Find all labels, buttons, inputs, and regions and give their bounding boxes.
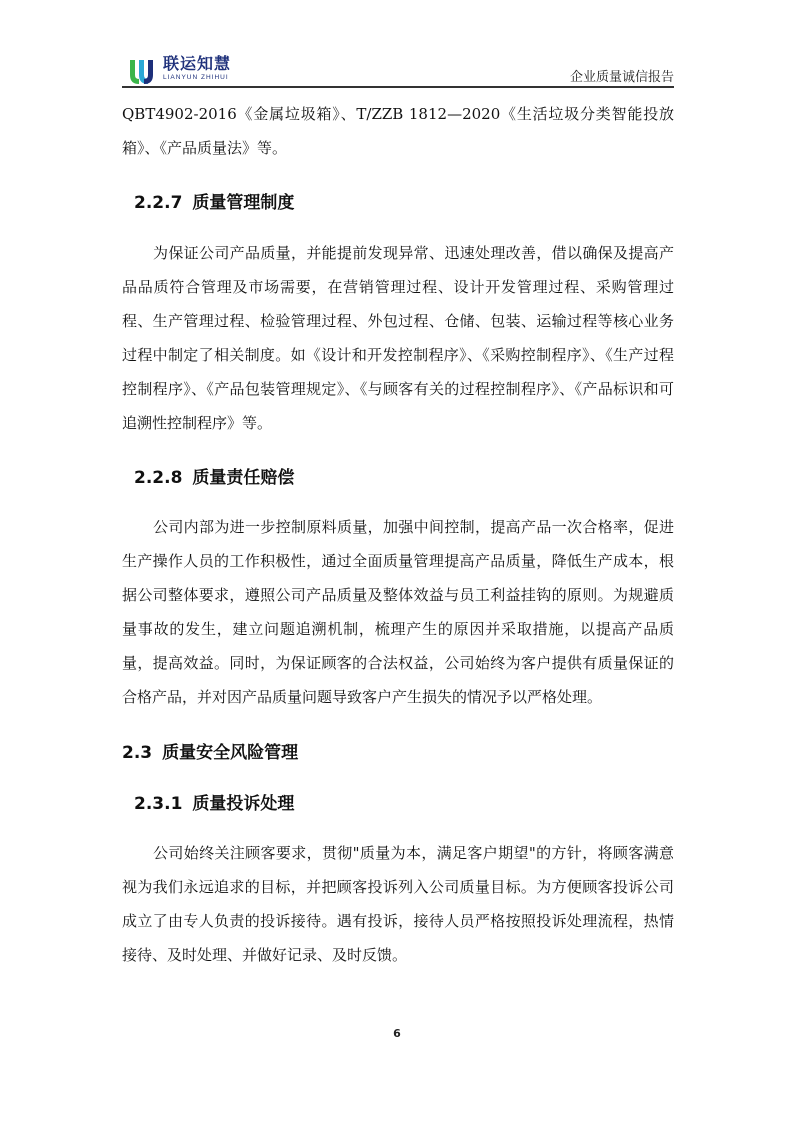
- paragraph-quality-management-system: 为保证公司产品质量，并能提前发现异常、迅速处理改善，借以确保及提高产品品质符合管理及市场需要，在营销管理过程、设计开发管理过程、采购管理过程、生产管理过程、检验管理过程、外包过程、仓储、包装、运输过程等核心业务过程中制定了相关制度。如《设计和开发控制程序》、《采购控制程序》、《生产过程控制程序》、《产品包装管理规定》、《与顾客有关的过程控制程序》、《产品标识和可追溯性控制程序》等。: [122, 244, 674, 432]
- section-heading-2-3-1: [122, 789, 674, 814]
- section-title: 质量管理制度: [192, 193, 295, 213]
- header-divider: [122, 86, 674, 88]
- page-header: [122, 50, 674, 90]
- section-heading-2-3: [122, 738, 674, 763]
- paragraph-quality-liability-compensation: 公司内部为进一步控制原料质量，加强中间控制，提高产品一次合格率，促进生产操作人员的工作积极性，通过全面质量管理提高产品质量，降低生产成本，根据公司整体要求，遵照公司产品质量及整体效益与员工利益挂钩的原则。为规避质量事故的发生，建立问题追溯机制，梳理产生的原因并采取措施，以提高产品质量，提高效益。同时，为保证顾客的合法权益，公司始终为客户提供有质量保证的合格产品，并对因产品质量问题导致客户产生损失的情况予以严格处理。: [122, 518, 674, 706]
- logo-mark-icon: [128, 58, 159, 84]
- company-logo: [128, 56, 231, 86]
- section-title: 质量安全风险管理: [162, 743, 299, 763]
- section-title: 质量投诉处理: [192, 794, 295, 814]
- section-number: 2.3: [122, 743, 153, 763]
- page-content: [122, 97, 674, 972]
- paragraph-quality-complaint-handling: 公司始终关注顾客要求，贯彻"质量为本，满足客户期望"的方针，将顾客满意视为我们永远追求的目标，并把顾客投诉列入公司质量目标。为方便顾客投诉公司成立了由专人负责的投诉接待。遇有投诉，接待人员严格按照投诉处理流程，热情接待、及时处理、并做好记录、及时反馈。: [122, 844, 674, 964]
- section-number: 2.2.7: [134, 193, 183, 213]
- section-number: 2.2.8: [134, 468, 183, 488]
- logo-chinese-name: 联运知慧: [163, 54, 232, 73]
- report-title: 企业质量诚信报告: [569, 70, 674, 85]
- section-heading-2-2-7: [122, 188, 674, 213]
- logo-english-name: LIANYUN ZHIHUI: [163, 74, 229, 81]
- continued-paragraph: QBT4902-2016《金属垃圾箱》、T/ZZB 1812—2020《生活垃圾分类智能投放箱》、《产品质量法》等。: [122, 105, 674, 157]
- logo-text: [163, 56, 231, 82]
- section-title: 质量责任赔偿: [192, 468, 295, 488]
- section-number: 2.3.1: [134, 794, 183, 814]
- page-number: 6: [393, 1027, 401, 1040]
- section-heading-2-2-8: [122, 463, 674, 488]
